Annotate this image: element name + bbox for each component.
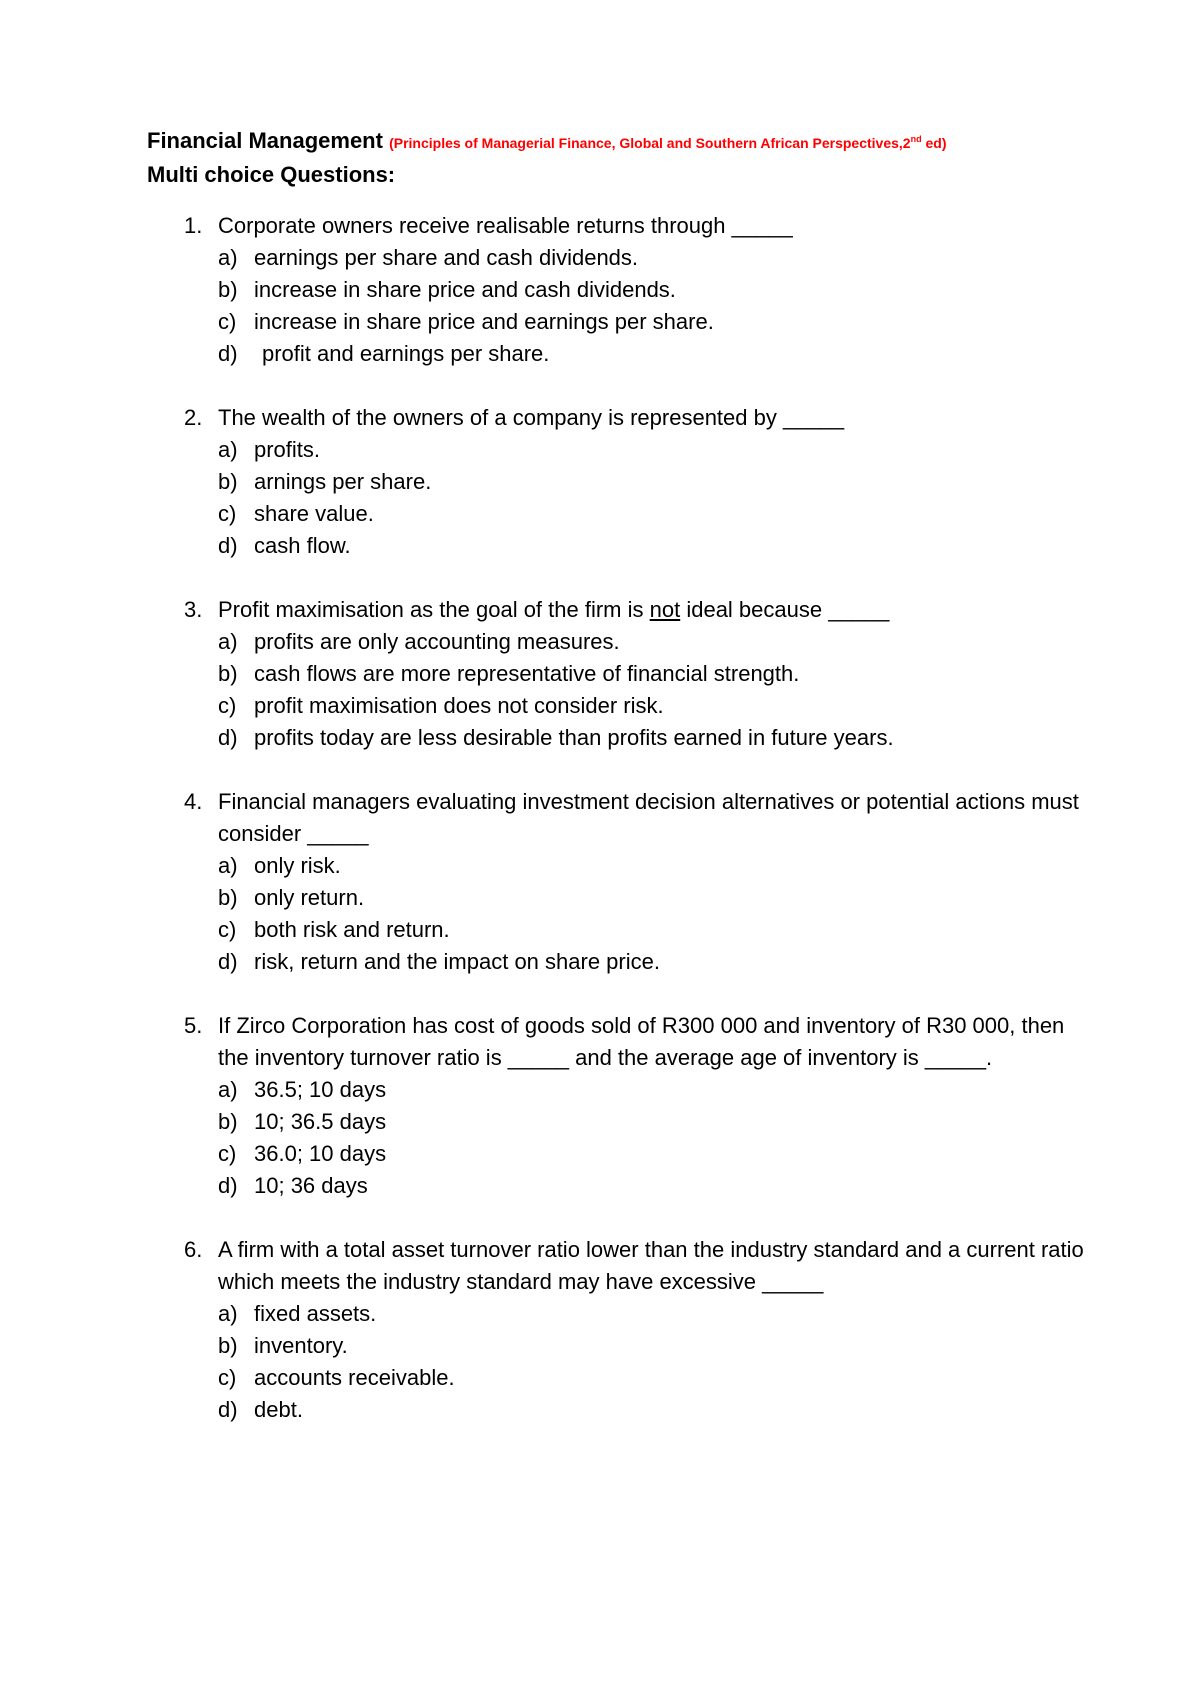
option-a [0,242,1200,274]
option-text: 36.0; 10 days [254,1141,387,1166]
option-text: profit and earnings per share. [262,341,550,366]
option-d [0,1394,1200,1426]
question-stem-before: Profit maximisation as the goal of the firm is [218,597,650,622]
option-c [0,306,1200,338]
option-d [0,946,1200,978]
document-title: Financial Management [147,128,383,153]
option-text: cash flows are more representative of financial strength. [254,661,800,686]
option-a [0,434,1200,466]
option-text: earnings per share and cash dividends. [254,245,639,270]
option-d [0,722,1200,754]
option-text: increase in share price and earnings per share. [254,309,714,334]
option-text: profit maximisation does not consider risk. [254,693,664,718]
option-a [0,626,1200,658]
option-letter: a) [218,437,238,462]
option-d [0,338,1200,370]
option-text: 10; 36.5 days [254,1109,387,1134]
option-letter: a) [218,1301,238,1326]
option-text: 10; 36 days [254,1173,368,1198]
option-text: arnings per share. [254,469,432,494]
question-number: 1. [184,213,203,238]
title-line [147,126,1147,158]
title-note-suffix: ed) [921,135,947,151]
option-letter: d) [218,1397,238,1422]
option-letter: c) [218,501,237,526]
question-3 [0,594,1200,754]
option-text: inventory. [254,1333,348,1358]
option-b [0,1106,1200,1138]
question-stem-underlined: not [649,597,681,622]
question-stem: Corporate owners receive realisable returns through _____ [218,213,793,238]
option-text: both risk and return. [254,917,450,942]
question-list [0,210,1200,1458]
question-4 [0,786,1200,978]
option-letter: d) [218,533,238,558]
option-letter: c) [218,1365,237,1390]
option-text: profits. [254,437,321,462]
question-stem: The wealth of the owners of a company is represented by _____ [218,405,845,430]
option-letter: b) [218,1109,238,1134]
question-number: 6. [184,1237,203,1262]
option-letter: b) [218,469,238,494]
option-b [0,882,1200,914]
option-c [0,1138,1200,1170]
document-subtitle: Multi choice Questions: [147,162,396,187]
question-stem [218,594,1098,626]
option-c [0,914,1200,946]
option-a [0,1298,1200,1330]
option-b [0,1330,1200,1362]
option-letter: b) [218,885,238,910]
option-c [0,690,1200,722]
option-text: only return. [254,885,365,910]
option-letter: c) [218,1141,237,1166]
option-c [0,1362,1200,1394]
option-c [0,498,1200,530]
question-stem: If Zirco Corporation has cost of goods sold of R300 000 and inventory of R30 000, then the inventory turnover ratio is _____ and the average age of inventory is _____. [218,1013,1065,1070]
option-text: cash flow. [254,533,351,558]
option-letter: c) [218,917,237,942]
question-number: 4. [184,789,203,814]
question-stem-after: ideal because _____ [680,597,890,622]
question-number: 2. [184,405,203,430]
option-letter: d) [218,725,238,750]
title-note-prefix: (Principles of Managerial Finance, Global and Southern African Perspectives,2 [389,135,911,151]
question-6 [0,1234,1200,1426]
title-source-note [389,135,946,151]
option-text: profits are only accounting measures. [254,629,620,654]
option-letter: b) [218,1333,238,1358]
question-5 [0,1010,1200,1202]
option-a [0,850,1200,882]
option-d [0,1170,1200,1202]
question-number: 3. [184,597,203,622]
option-text: 36.5; 10 days [254,1077,387,1102]
option-d [0,530,1200,562]
option-letter: a) [218,853,238,878]
option-letter: c) [218,693,237,718]
option-text: debt. [254,1397,303,1422]
option-letter: b) [218,661,238,686]
option-letter: d) [218,341,238,366]
question-stem: Financial managers evaluating investment decision alternatives or potential actions must consider _____ [218,789,1079,846]
option-letter: c) [218,309,237,334]
option-letter: d) [218,1173,238,1198]
option-letter: a) [218,1077,238,1102]
option-letter: a) [218,245,238,270]
question-number: 5. [184,1013,203,1038]
option-text: accounts receivable. [254,1365,455,1390]
document-header [147,126,1147,190]
question-stem: A firm with a total asset turnover ratio lower than the industry standard and a current ratio which meets the industry standard may have excessive _____ [218,1237,1084,1294]
option-b [0,658,1200,690]
option-text: risk, return and the impact on share price. [254,949,660,974]
option-letter: d) [218,949,238,974]
question-1 [0,210,1200,370]
option-a [0,1074,1200,1106]
option-letter: b) [218,277,238,302]
option-b [0,466,1200,498]
option-text: fixed assets. [254,1301,377,1326]
option-letter: a) [218,629,238,654]
option-text: profits today are less desirable than profits earned in future years. [254,725,894,750]
option-text: share value. [254,501,374,526]
question-2 [0,402,1200,562]
title-note-superscript: nd [910,134,922,144]
option-text: increase in share price and cash dividends. [254,277,676,302]
option-b [0,274,1200,306]
option-text: only risk. [254,853,341,878]
